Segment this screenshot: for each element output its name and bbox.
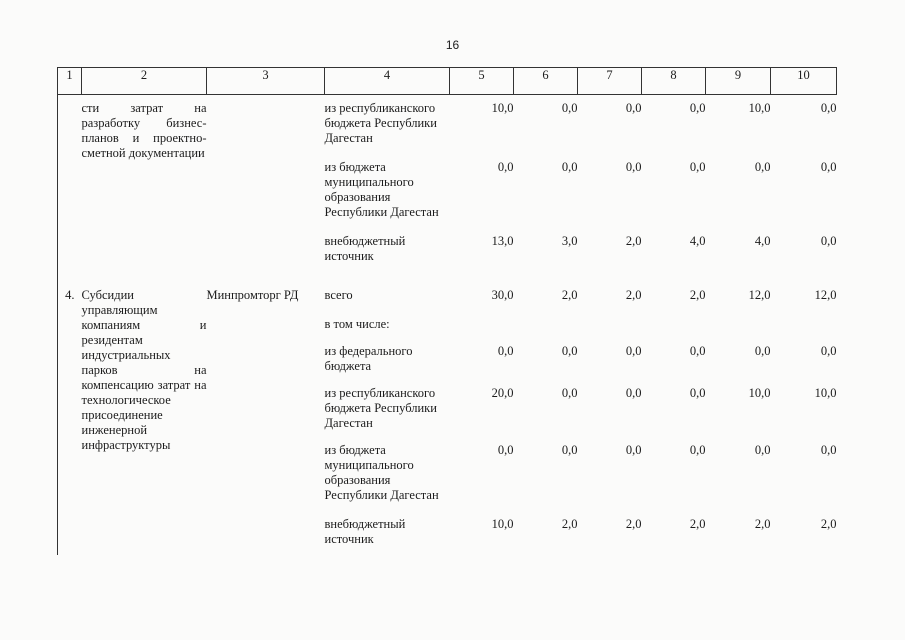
- value-cell: 0,0: [561, 344, 578, 358]
- value-cell: 2,0: [820, 517, 837, 531]
- value-cell: 0,0: [561, 443, 578, 457]
- value-cell: 0,0: [497, 443, 514, 457]
- item-executor: Минпромторг РД: [206, 288, 299, 302]
- funding-source: из бюджета муниципального образования Республики Дагестан: [324, 160, 439, 219]
- value-cell: 0,0: [561, 386, 578, 400]
- column-header: 6: [514, 68, 578, 95]
- value-cell: 0,0: [689, 443, 706, 457]
- value-cell: 0,0: [625, 160, 642, 174]
- item-number-cell: [58, 95, 82, 283]
- value-cell: 4,0: [689, 234, 706, 248]
- value-cell: 2,0: [625, 288, 642, 302]
- value-cell: 0,0: [625, 344, 642, 358]
- value-cell: 0,0: [820, 101, 837, 115]
- value-cell: 0,0: [689, 101, 706, 115]
- value-cell: [578, 311, 642, 338]
- value-cell: 3,0: [561, 234, 578, 248]
- funding-source: из республиканского бюджета Республики Дагестан: [324, 101, 437, 145]
- table-row: [58, 282, 837, 311]
- column-header: 5: [450, 68, 514, 95]
- value-cell: 30,0: [491, 288, 514, 302]
- funding-source: из федерального бюджета: [324, 344, 413, 373]
- value-cell: 0,0: [561, 101, 578, 115]
- value-cell: 12,0: [748, 288, 771, 302]
- value-cell: 2,0: [689, 288, 706, 302]
- column-header: 2: [82, 68, 207, 95]
- value-cell: 0,0: [497, 344, 514, 358]
- value-cell: 0,0: [820, 344, 837, 358]
- column-header: 3: [207, 68, 325, 95]
- value-cell: 0,0: [754, 443, 771, 457]
- value-cell: 0,0: [561, 160, 578, 174]
- value-cell: 0,0: [820, 234, 837, 248]
- budget-table: [57, 67, 837, 555]
- value-cell: 0,0: [689, 344, 706, 358]
- value-cell: 2,0: [754, 517, 771, 531]
- value-cell: 2,0: [561, 288, 578, 302]
- value-cell: [771, 311, 837, 338]
- value-cell: 13,0: [491, 234, 514, 248]
- value-cell: [450, 311, 514, 338]
- value-cell: 0,0: [754, 344, 771, 358]
- column-header: 10: [771, 68, 837, 95]
- value-cell: 0,0: [497, 160, 514, 174]
- column-header: 4: [325, 68, 450, 95]
- value-cell: 2,0: [625, 234, 642, 248]
- funding-source: внебюджетный источник: [324, 234, 406, 263]
- value-cell: [706, 311, 771, 338]
- table-row: [58, 95, 837, 155]
- column-header: 9: [706, 68, 771, 95]
- funding-source: из бюджета муниципального образования Республики Дагестан: [324, 443, 439, 502]
- value-cell: 0,0: [820, 160, 837, 174]
- value-cell: 10,0: [491, 101, 514, 115]
- value-cell: 2,0: [625, 517, 642, 531]
- table-header-row: [58, 68, 837, 95]
- item-executor: [207, 95, 325, 283]
- value-cell: [642, 311, 706, 338]
- value-cell: 10,0: [748, 101, 771, 115]
- page-number: 16: [445, 38, 460, 52]
- value-cell: 4,0: [754, 234, 771, 248]
- value-cell: [514, 311, 578, 338]
- value-cell: 0,0: [625, 386, 642, 400]
- value-cell: 10,0: [491, 517, 514, 531]
- value-cell: 10,0: [814, 386, 837, 400]
- item-description: сти затрат на разработку бизнес-планов и проектно-сметной документации: [81, 101, 207, 160]
- value-cell: 0,0: [689, 160, 706, 174]
- value-cell: 0,0: [625, 101, 642, 115]
- value-cell: 2,0: [561, 517, 578, 531]
- value-cell: 0,0: [689, 386, 706, 400]
- value-cell: 0,0: [754, 160, 771, 174]
- value-cell: 0,0: [820, 443, 837, 457]
- column-header: 1: [58, 68, 82, 95]
- funding-source: внебюджетный источник: [324, 517, 406, 546]
- value-cell: 2,0: [689, 517, 706, 531]
- value-cell: 0,0: [625, 443, 642, 457]
- column-header: 8: [642, 68, 706, 95]
- funding-source: всего: [324, 288, 353, 302]
- item-description: Субсидии управляющим компаниям и резидентам индустриальных парков на компенсацию затрат на технологическое присоединение инженерной инфраструктуры: [81, 288, 207, 452]
- column-header: 7: [578, 68, 642, 95]
- value-cell: 20,0: [491, 386, 514, 400]
- funding-source: из республиканского бюджета Республики Дагестан: [324, 386, 437, 430]
- funding-source: в том числе:: [324, 317, 390, 331]
- value-cell: 12,0: [814, 288, 837, 302]
- item-number: 4.: [58, 282, 82, 555]
- value-cell: 10,0: [748, 386, 771, 400]
